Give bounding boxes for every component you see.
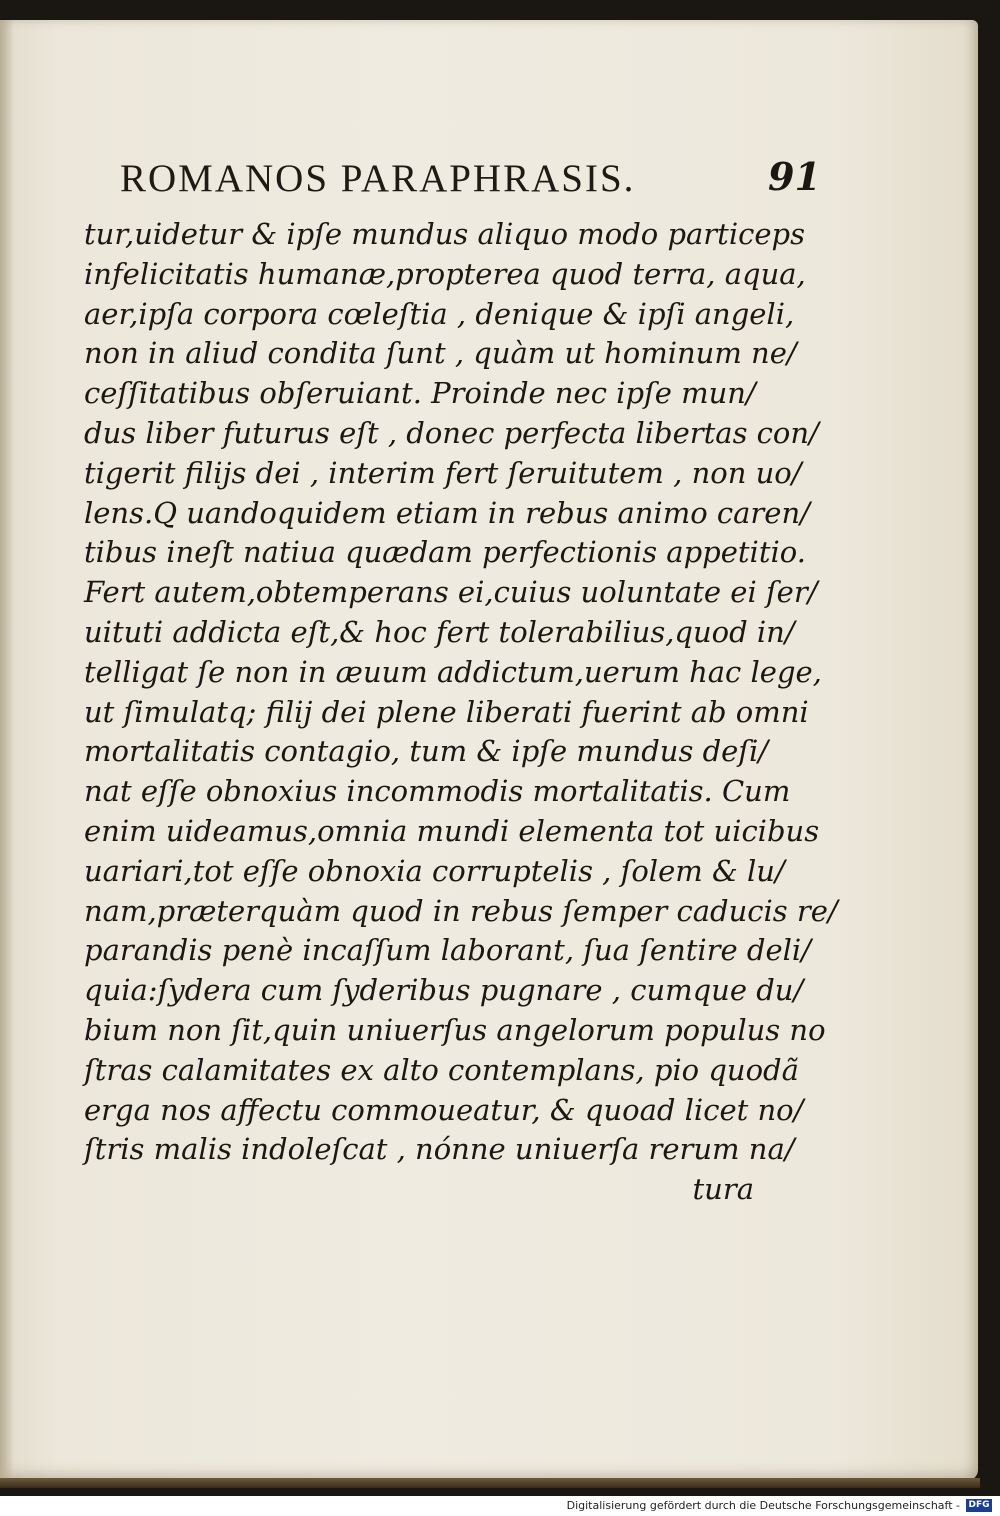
running-title: ROMANOS PARAPHRASIS. bbox=[120, 157, 636, 200]
text-line: non in aliud condita ſunt , quàm ut hominum ne/ bbox=[84, 336, 797, 371]
text-line: mortalitatis contagio, tum & ipſe mundus deſi/ bbox=[84, 734, 769, 769]
page-number: 91 bbox=[768, 154, 821, 199]
text-line: erga nos affectu commoueatur, & quoad licet no/ bbox=[84, 1092, 804, 1127]
page-header bbox=[120, 150, 820, 210]
text-line: ſtris malis indoleſcat , nónne uniuerſa rerum na/ bbox=[84, 1132, 795, 1167]
text-line: bium non ſit,quin uniuerſus angelorum populus no bbox=[84, 1012, 826, 1047]
text-line: ut ſimulatq; filij dei plene liberati fuerint ab omni bbox=[84, 694, 809, 729]
text-line: enim uideamus,omnia mundi elementa tot uicibus bbox=[84, 813, 820, 848]
text-line: tigerit filijs dei , interim fert ſeruitutem , non uo/ bbox=[84, 455, 802, 490]
digitization-footer bbox=[0, 1496, 1000, 1516]
text-line: ceſſitatibus obſeruiant. Proinde nec ipſe mun/ bbox=[84, 376, 756, 411]
text-line: telligat ſe non in æuum addictum,uerum hac lege, bbox=[84, 654, 822, 689]
text-line: uituti addicta eſt,& hoc fert tolerabilius,quod in/ bbox=[84, 614, 795, 649]
dfg-logo-icon: DFG bbox=[966, 1499, 992, 1512]
text-body bbox=[84, 215, 838, 1210]
text-line: tur,uidetur & ipſe mundus aliquo modo particeps bbox=[84, 217, 805, 251]
text-line: nam,præterquàm quod in rebus ſemper caducis re/ bbox=[84, 893, 838, 928]
text-line: aer,ipſa corpora cœleſtia , denique & ipſi angeli, bbox=[84, 296, 795, 331]
text-line: ſtras calamitates ex alto contemplans, pio quodã bbox=[84, 1052, 799, 1087]
page-gutter-shadow bbox=[0, 20, 14, 1480]
catchword: tura bbox=[692, 1172, 754, 1207]
funding-credit: Digitalisierung gefördert durch die Deutsche Forschungsgemeinschaft - bbox=[566, 1499, 960, 1512]
text-line: lens.Q uandoquidem etiam in rebus animo caren/ bbox=[84, 495, 810, 530]
text-line: quia:ſydera cum ſyderibus pugnare , cumque du/ bbox=[84, 973, 804, 1008]
text-line: Fert autem,obtemperans ei,cuius uoluntate ei ſer/ bbox=[84, 575, 818, 610]
text-line: infelicitatis humanæ,propterea quod terra, aqua, bbox=[84, 256, 806, 291]
text-line: parandis penè incaſſum laborant, ſua ſentire deli/ bbox=[84, 933, 811, 968]
text-line: uariari,tot eſſe obnoxia corruptelis , ſolem & lu/ bbox=[84, 853, 785, 888]
page-bottom-edge bbox=[0, 1478, 980, 1488]
text-line: dus liber futurus eſt , donec perfecta libertas con/ bbox=[84, 415, 819, 450]
text-line: tibus ineſt natiua quædam perfectionis appetitio. bbox=[84, 535, 806, 570]
text-line: nat eſſe obnoxius incommodis mortalitatis. Cum bbox=[84, 774, 791, 809]
